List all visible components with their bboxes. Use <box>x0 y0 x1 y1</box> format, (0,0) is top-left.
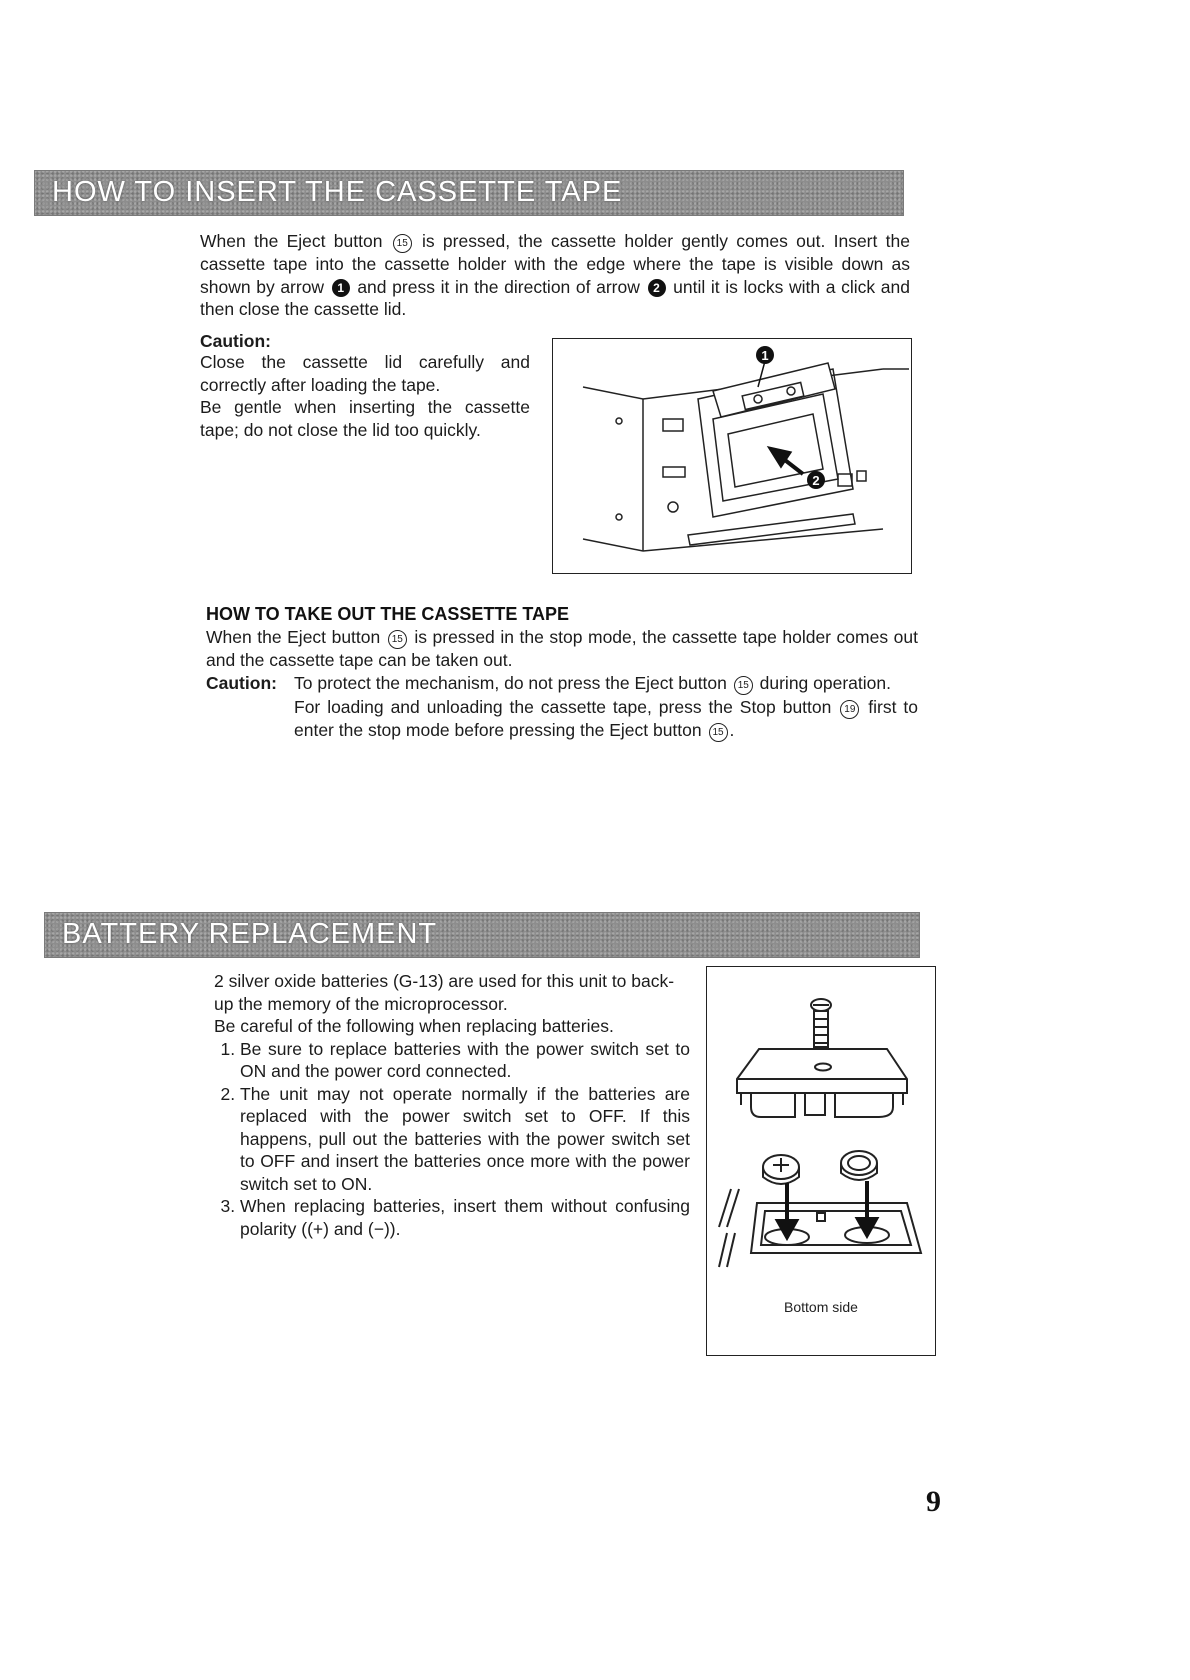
battery-steps <box>214 1038 690 1241</box>
list-item: 2. The unit may not operate normally if the batteries are replaced with the power switch set to OFF. If this happens, pull out the batteries with the power switch set to OFF and insert the batteries once more with the power switch set to ON. <box>240 1083 690 1196</box>
cassette-deck-drawing <box>553 339 911 573</box>
callout-2: 2 <box>812 473 820 488</box>
page-number: 9 <box>926 1485 941 1518</box>
eject-button-ref: 15 <box>393 234 412 253</box>
take-out-heading: HOW TO TAKE OUT THE CASSETTE TAPE <box>206 604 570 624</box>
callout-1: 1 <box>761 348 769 363</box>
battery-intro-line: Be careful of the following when replacing batteries. <box>214 1016 614 1036</box>
cassette-insert-illustration <box>552 338 912 574</box>
battery-intro-line: 2 silver oxide batteries (G-13) are used for this unit to back-up the memory of the microprocessor. <box>214 971 675 1014</box>
eject-button-ref: 15 <box>734 676 753 695</box>
eject-button-ref: 15 <box>709 723 728 742</box>
arrow-2-ref: 2 <box>648 279 666 297</box>
take-out-text: When the Eject button 15 is pressed in the stop mode, the cassette tape holder comes out and the cassette tape can be taken out. <box>206 627 918 670</box>
caution-label: Caution: <box>206 673 277 693</box>
insert-instructions: When the Eject button 15 is pressed, the cassette holder gently comes out. Insert the cassette tape into the cassette holder with the edge where the tape is visible down as shown by arrow 1 and press it in the direction of arrow 2 until it is locks with a click and then close the cassette lid. <box>200 231 910 319</box>
caution-text <box>200 351 530 441</box>
battery-instructions <box>214 970 690 1240</box>
stop-button-ref: 19 <box>840 700 859 719</box>
section-title: HOW TO INSERT THE CASSETTE TAPE <box>52 176 623 208</box>
section-banner-battery-replacement <box>44 912 920 958</box>
caution-line: Be gentle when inserting the cassette tape; do not close the lid too quickly. <box>200 397 530 440</box>
caution-label: Caution: <box>200 331 271 351</box>
arrow-1-ref: 1 <box>332 279 350 297</box>
section-title: BATTERY REPLACEMENT <box>62 918 438 950</box>
caution-line: Close the cassette lid carefully and correctly after loading the tape. <box>200 352 530 395</box>
figure-caption: Bottom side <box>784 1299 858 1315</box>
section-banner-insert-cassette <box>34 170 904 216</box>
list-item: 1. Be sure to replace batteries with the power switch set to ON and the power cord connected. <box>240 1038 690 1083</box>
caution-body: To protect the mechanism, do not press the Eject button 15 during operation. For loading and unloading the cassette tape, press the Stop button 19 first to enter the stop mode before pressing the Eject button 15 . <box>294 673 919 740</box>
battery-replacement-illustration <box>706 966 936 1356</box>
battery-holder-drawing <box>707 967 935 1287</box>
eject-button-ref: 15 <box>388 630 407 649</box>
list-item: 3. When replacing batteries, insert them without confusing polarity ((+) and (−)). <box>240 1195 690 1240</box>
